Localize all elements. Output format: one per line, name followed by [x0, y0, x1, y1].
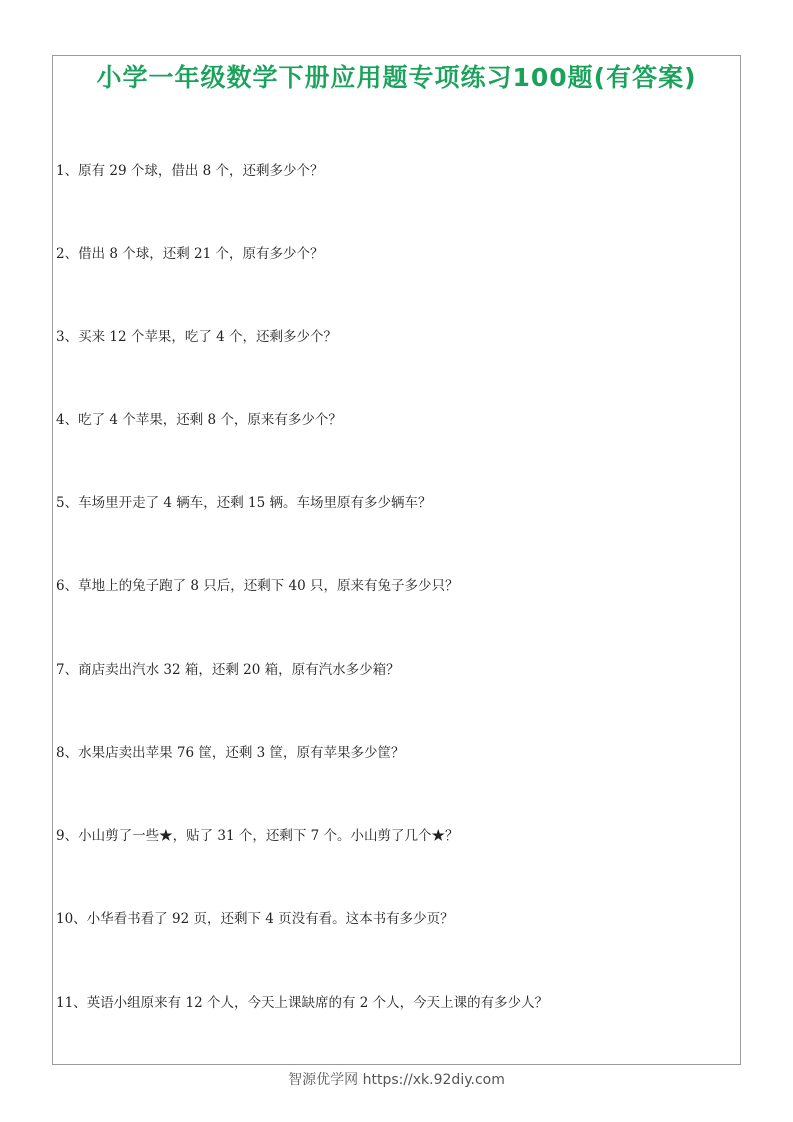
- question-number: 3、: [56, 329, 79, 345]
- question-11: [56, 993, 548, 1013]
- document-title: 小学一年级数学下册应用题专项练习100题(有答案): [96, 63, 697, 92]
- question-number: 5、: [56, 495, 79, 511]
- question-number: 8、: [56, 745, 79, 761]
- question-10: [56, 909, 454, 929]
- question-number: 1、: [56, 163, 79, 179]
- question-number: 11、: [56, 995, 87, 1011]
- question-4: [56, 410, 342, 430]
- question-text: 车场里开走了 4 辆车，还剩 15 辆。车场里原有多少辆车？: [78, 495, 432, 511]
- question-text: 商店卖出汽水 32 箱，还剩 20 箱，原有汽水多少箱？: [78, 662, 400, 678]
- question-1: [56, 161, 324, 181]
- question-2: [56, 244, 324, 264]
- question-text: 借出 8 个球，还剩 21 个，原有多少个？: [78, 246, 324, 262]
- question-5: [56, 493, 432, 513]
- question-9: [56, 826, 459, 846]
- question-6: [56, 576, 459, 596]
- question-text: 小山剪了一些★，贴了 31 个，还剩下 7 个。小山剪了几个★？: [78, 828, 459, 844]
- question-number: 2、: [56, 246, 79, 262]
- question-number: 4、: [56, 412, 79, 428]
- question-text: 吃了 4 个苹果，还剩 8 个，原来有多少个？: [78, 412, 342, 428]
- question-3: [56, 327, 337, 347]
- question-text: 英语小组原来有 12 个人，今天上课缺席的有 2 个人，今天上课的有多少人？: [86, 995, 549, 1011]
- question-text: 小华看书看了 92 页，还剩下 4 页没有看。这本书有多少页？: [86, 911, 454, 927]
- question-number: 10、: [56, 911, 87, 927]
- question-number: 7、: [56, 662, 79, 678]
- question-8: [56, 743, 405, 763]
- question-number: 6、: [56, 578, 79, 594]
- question-text: 草地上的兔子跑了 8 只后，还剩下 40 只，原来有兔子多少只？: [78, 578, 459, 594]
- footer-watermark: 智源优学网 https://xk.92diy.com: [288, 1072, 505, 1088]
- question-text: 买来 12 个苹果，吃了 4 个，还剩多少个？: [78, 329, 338, 345]
- question-7: [56, 660, 400, 680]
- question-number: 9、: [56, 828, 79, 844]
- question-text: 水果店卖出苹果 76 筐，还剩 3 筐，原有苹果多少筐？: [78, 745, 405, 761]
- question-text: 原有 29 个球，借出 8 个，还剩多少个？: [78, 163, 324, 179]
